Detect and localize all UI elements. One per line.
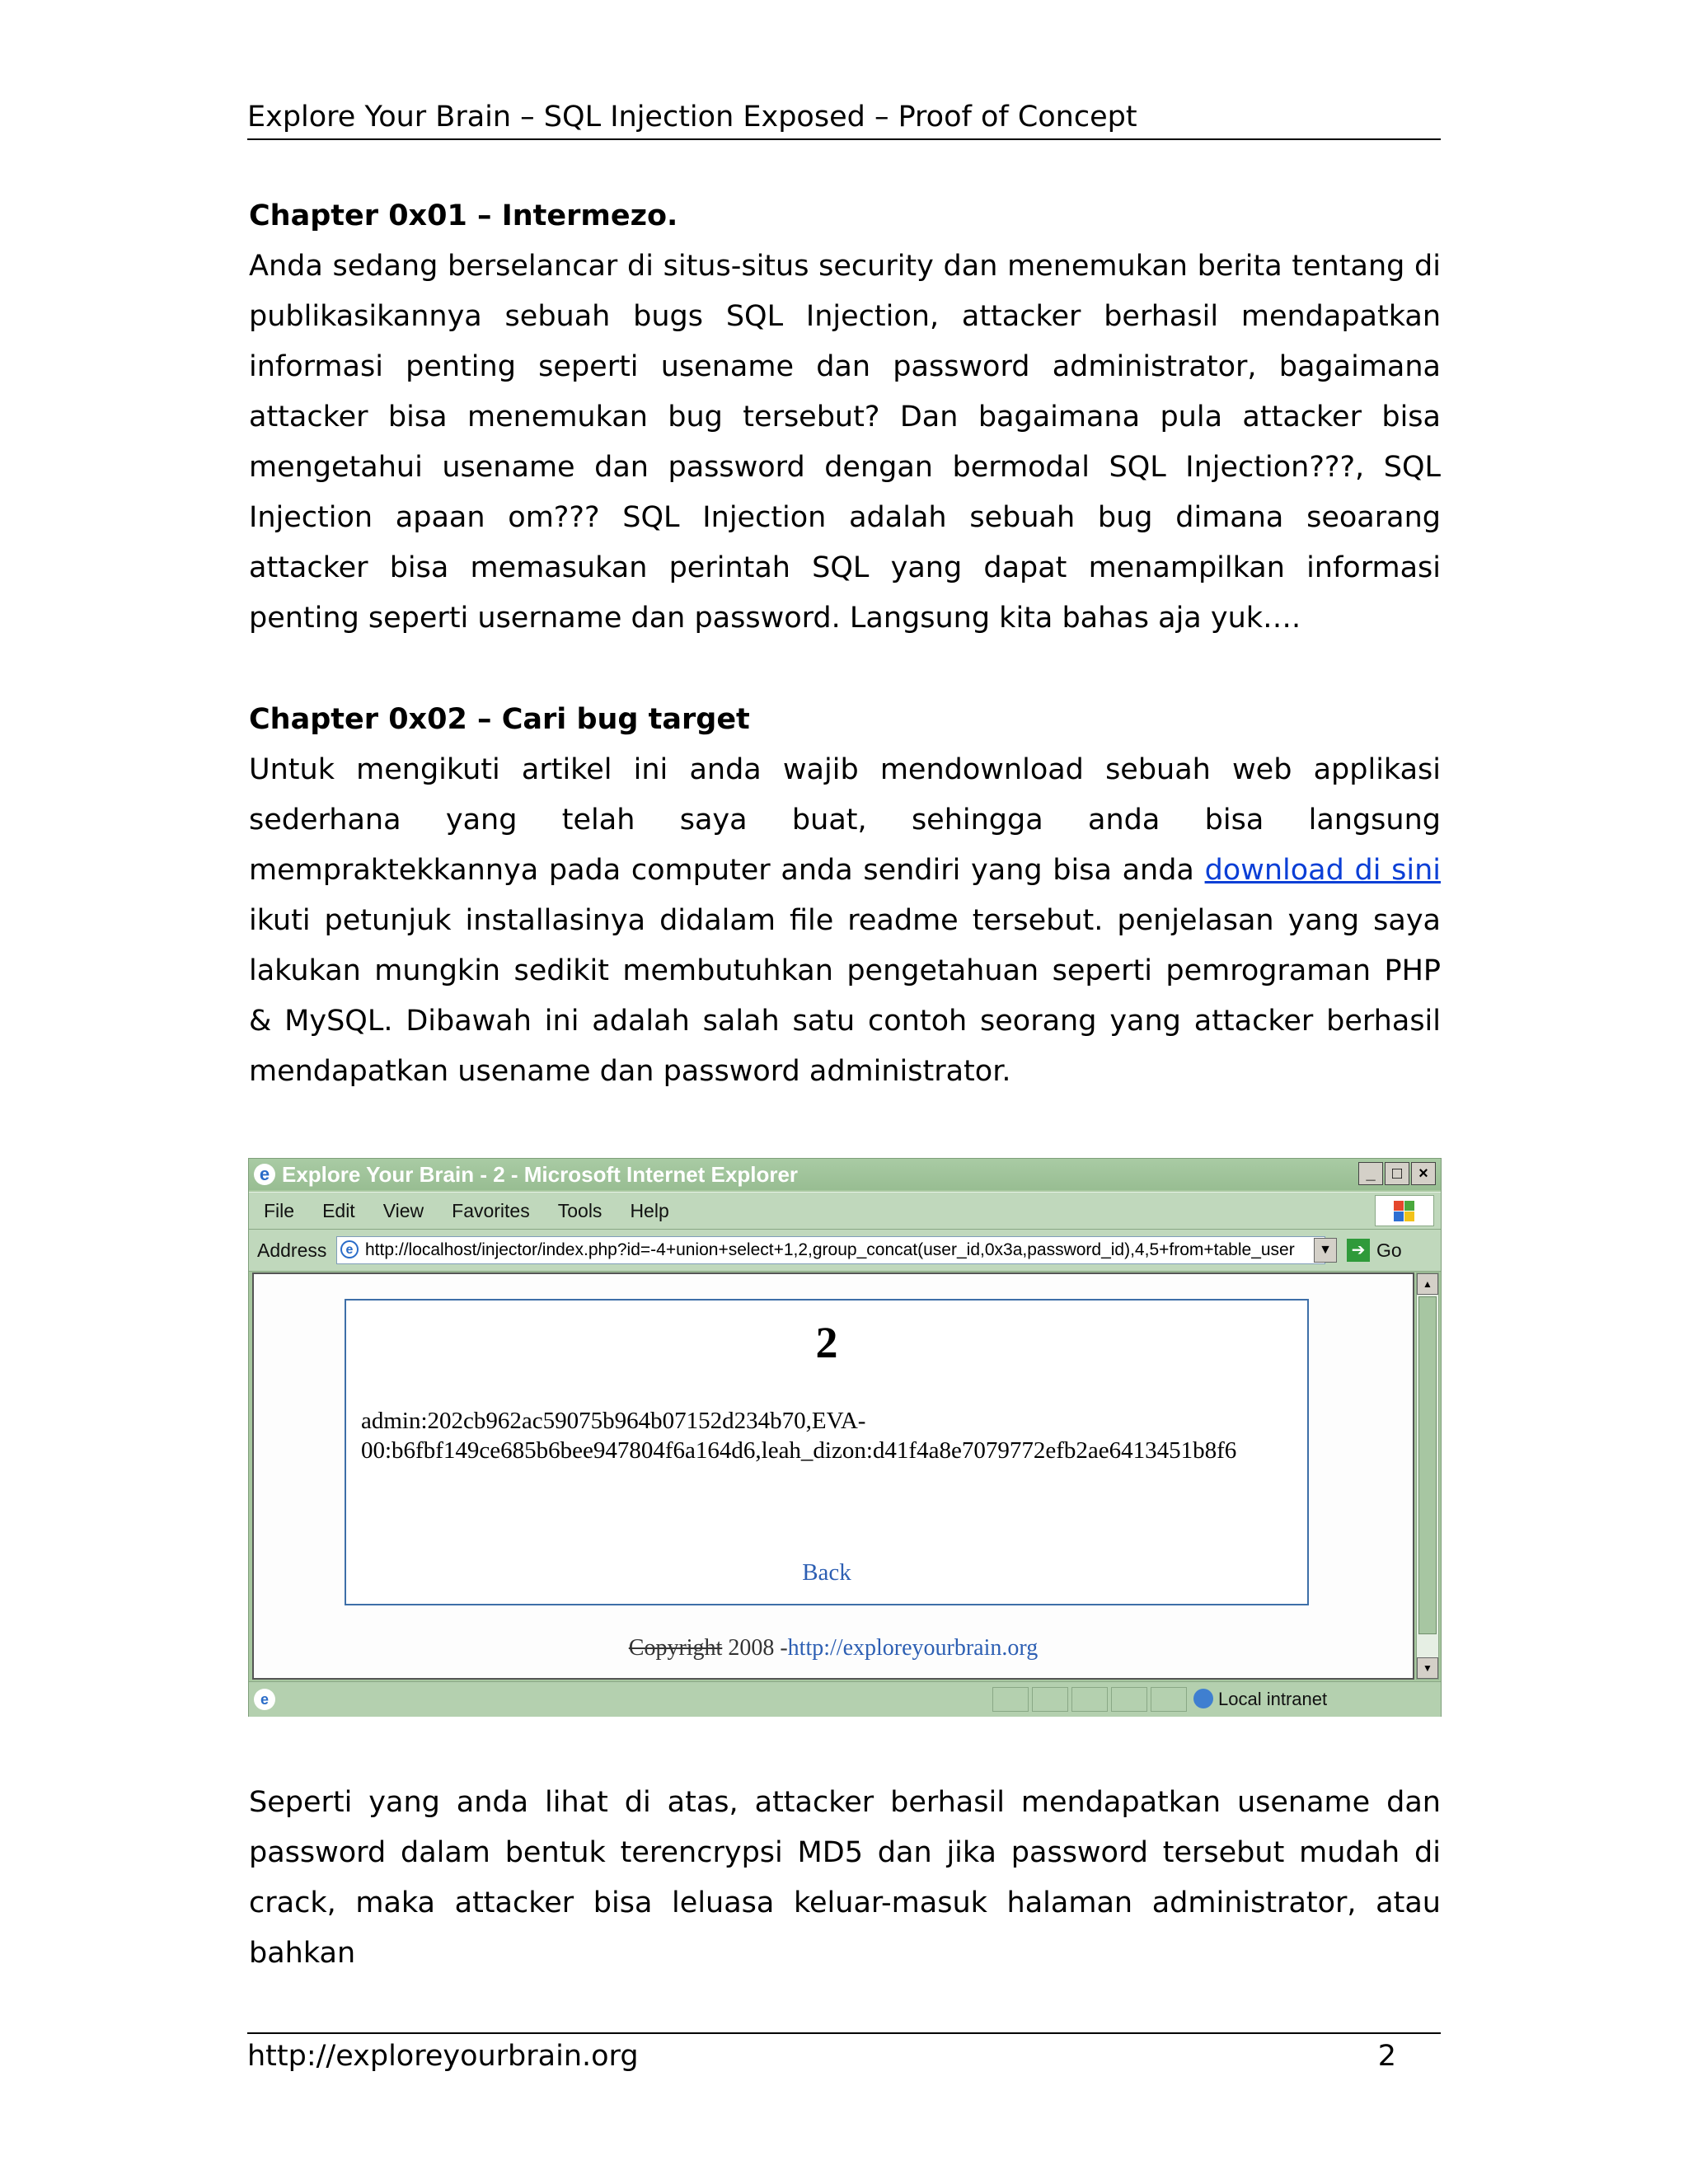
globe-icon	[1193, 1689, 1213, 1708]
scroll-down-icon[interactable]: ▼	[1417, 1657, 1438, 1679]
browser-screenshot	[248, 1158, 1442, 1717]
chapter-2-paragraph	[249, 745, 1441, 1097]
window-controls	[1358, 1162, 1436, 1185]
chapter-2-title: Chapter 0x02 – Cari bug target	[249, 703, 750, 736]
header-title: Explore Your Brain – SQL Injection Exposed – Proof of Concept	[247, 101, 1137, 134]
scroll-up-icon[interactable]: ▲	[1417, 1273, 1438, 1295]
after-section	[249, 1778, 1441, 1979]
menu-view[interactable]: View	[382, 1200, 424, 1221]
result-line-1: admin:202cb962ac59075b964b07152d234b70,EVA-	[361, 1408, 866, 1434]
page-header	[247, 97, 1441, 140]
menu-favorites[interactable]: Favorites	[452, 1200, 530, 1221]
status-page-icon: e	[254, 1689, 275, 1710]
menu-file[interactable]: File	[264, 1200, 295, 1221]
chevron-down-icon[interactable]: ▼	[1314, 1238, 1337, 1263]
address-bar	[249, 1230, 1441, 1272]
chapter-2-text-after-link: ikuti petunjuk installasinya didalam file readme tersebut. penjelasan yang saya lakukan mungkin sedikit membutuhkan pengetahuan seperti pemrograman PHP & MySQL. Dibawah ini adalah salah satu contoh seorang yang attacker berhasil mendapatkan usename dan password administrator.	[249, 904, 1441, 1088]
copyright-word: Copyright	[628, 1635, 723, 1661]
address-label: Address	[257, 1240, 327, 1261]
browser-menu-bar	[249, 1192, 1441, 1230]
go-arrow-icon: ➔	[1347, 1239, 1370, 1262]
status-pane	[1111, 1687, 1147, 1712]
result-text	[361, 1406, 1301, 1465]
menu-tools[interactable]: Tools	[557, 1200, 603, 1221]
result-box	[345, 1299, 1309, 1605]
download-link[interactable]: download di sini	[1204, 854, 1441, 887]
page-icon: e	[340, 1240, 359, 1258]
address-url: http://localhost/injector/index.php?id=-4+union+select+1,2,group_concat(user_id,0x3a,password_id),4,5+from+table_user	[365, 1240, 1295, 1259]
status-panes	[992, 1687, 1187, 1712]
chapter-2-text-before-link: Untuk mengikuti artikel ini anda wajib mendownload sebuah web applikasi sederhana yang telah saya buat, sehingga anda bisa langsung mempraktekkannya pada computer anda sendiri yang bisa anda	[249, 753, 1441, 887]
windows-logo-icon	[1375, 1195, 1434, 1226]
result-line-2: 00:b6fbf149ce685b6bee947804f6a164d6,leah_dizon:d41f4a8e7079772efb2ae6413451b8f6	[361, 1437, 1237, 1464]
vertical-scrollbar[interactable]	[1416, 1272, 1439, 1680]
chapter-1-section	[249, 191, 1441, 644]
close-icon[interactable]: ×	[1411, 1162, 1436, 1185]
maximize-icon[interactable]: □	[1385, 1162, 1409, 1185]
status-zone-label: Local intranet	[1218, 1689, 1328, 1709]
footer-url: http://exploreyourbrain.org	[247, 2040, 639, 2073]
browser-window-title: Explore Your Brain - 2 - Microsoft Internet Explorer	[282, 1162, 799, 1187]
status-pane	[992, 1687, 1029, 1712]
chapter-2-section	[249, 695, 1441, 1097]
copyright-line	[254, 1635, 1413, 1661]
result-heading: 2	[815, 1318, 838, 1367]
go-button[interactable]	[1347, 1236, 1402, 1264]
status-pane	[1032, 1687, 1068, 1712]
ie-logo-icon: e	[254, 1164, 275, 1185]
status-pane	[1071, 1687, 1108, 1712]
page-footer	[247, 2032, 1441, 2073]
after-paragraph: Seperti yang anda lihat di atas, attacker berhasil mendapatkan usename dan password dalam bentuk terencrypsi MD5 dan jika password tersebut mudah di crack, maka attacker bisa leluasa keluar-masuk halaman administrator, atau bahkan	[249, 1786, 1441, 1970]
status-pane	[1151, 1687, 1187, 1712]
status-zone	[1193, 1687, 1327, 1712]
minimize-icon[interactable]: _	[1358, 1162, 1383, 1185]
copyright-year: 2008 -	[722, 1635, 788, 1661]
copyright-link[interactable]: http://exploreyourbrain.org	[787, 1635, 1039, 1661]
back-link[interactable]: Back	[802, 1559, 851, 1586]
page-number: 2	[1377, 2040, 1396, 2073]
scroll-thumb[interactable]	[1418, 1296, 1437, 1634]
browser-title-bar	[249, 1159, 1441, 1190]
menu-help[interactable]: Help	[630, 1200, 669, 1221]
chapter-1-title: Chapter 0x01 – Intermezo.	[249, 199, 678, 232]
go-label: Go	[1376, 1240, 1402, 1261]
chapter-1-paragraph: Anda sedang berselancar di situs-situs security dan menemukan berita tentang di publikasikannya sebuah bugs SQL Injection, attacker berhasil mendapatkan informasi penting seperti usename dan password administrator, bagaimana attacker bisa menemukan bug tersebut? Dan bagaimana pula attacker bisa mengetahui usename dan password dengan bermodal SQL Injection???, SQL Injection apaan om??? SQL Injection adalah sebuah bug dimana seoarang attacker bisa memasukan perintah SQL yang dapat menampilkan informasi penting seperti username dan password. Langsung kita bahas aja yuk….	[249, 250, 1441, 635]
menu-edit[interactable]: Edit	[322, 1200, 355, 1221]
address-input[interactable]	[336, 1236, 1325, 1264]
browser-viewport	[252, 1272, 1414, 1680]
status-bar	[249, 1681, 1441, 1717]
